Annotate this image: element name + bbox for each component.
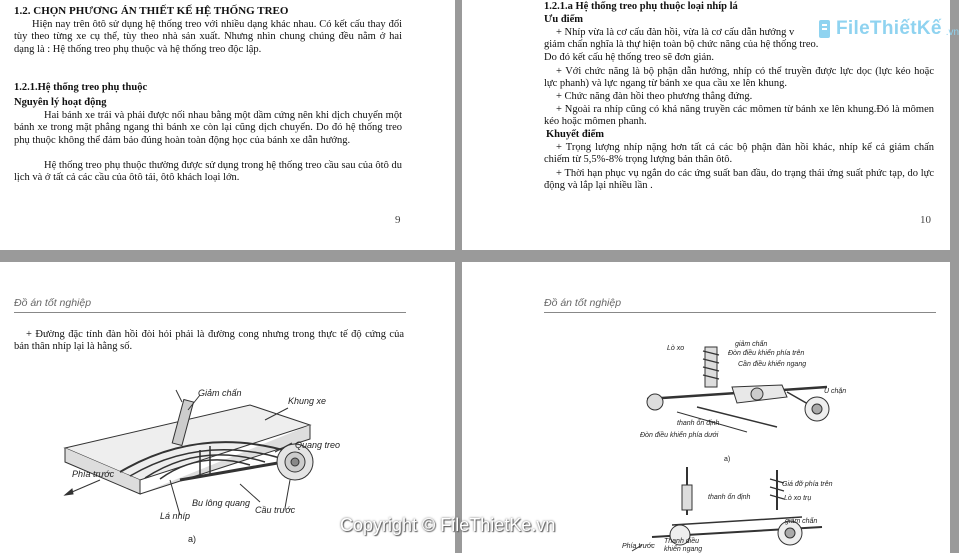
intro-paragraph: Hiện nay trên ôtô sử dụng hệ thống treo với nhiều dạng khác nhau. Có kết cấu thay đổi tùy theo từng xe cụ thể, tùy theo nhà sản xuất. Nhưng nhìn chung chúng đều nằm ở hai dạng là : Hệ thống treo phụ thuộc và hệ thống treo độc lập. — [14, 19, 402, 55]
label-frame: Khung xe — [288, 396, 327, 406]
label-upper-arm: Đòn điều khiển phía trên — [728, 350, 805, 357]
label-u-bolt: Bu lông quang — [192, 498, 251, 508]
advantage-3: + Với chức năng là bộ phận dẫn hướng, nhíp có thể truyền được lực dọc (lực kéo hoặc lực phanh) và lực ngang từ bánh xe qua cầu xe lên khung. — [544, 66, 934, 90]
site-logo[interactable] — [818, 18, 959, 40]
page-12 — [462, 262, 950, 553]
page-number: 9 — [395, 214, 401, 226]
figure-caption: a) — [188, 534, 197, 544]
logo-icon — [818, 18, 832, 40]
logo-suffix: .vn — [945, 27, 959, 38]
page-number: 10 — [920, 214, 931, 226]
label-spring-a: Lò xo — [667, 345, 685, 352]
label-upper-mount: Giá đỡ phía trên — [782, 481, 833, 488]
characteristic-paragraph: + Đường đặc tính đàn hồi đòi hỏi phải là đường cong nhưng trong thực tế độ cứng của bản thân nhíp lại là hằng số. — [14, 329, 404, 353]
usage-paragraph: Hệ thống treo phụ thuộc thường được sử dụng trong hệ thống treo cầu sau của ôtô du lịch và ở tất cả các cầu của ôtô tải, ôtô khách loại lớn. — [14, 160, 402, 184]
advantage-2: Do đó kết cấu hệ thống treo sẽ đơn giản. — [544, 52, 715, 63]
figure-caption-a: a) — [724, 456, 731, 463]
header-rule — [544, 312, 936, 313]
page-header: Đồ án tốt nghiệp — [14, 297, 92, 309]
label-leaf: Lá nhíp — [160, 511, 191, 521]
label-shock-a: giảm chấn — [735, 341, 768, 348]
label-lower-arm: Đòn điều khiển phía dưới — [640, 432, 719, 439]
subsection-heading: 1.2.1.Hệ thống treo phụ thuộc — [14, 82, 148, 93]
label-stabilizer-b: thanh ổn định — [708, 494, 751, 501]
principle-paragraph: Hai bánh xe trái và phải được nối nhau bằng một dầm cứng nên khi dịch chuyển một bánh xe trong mặt phẳng ngang thì bánh xe còn lại cũng dịch chuyển. Do đó hệ thống treo phụ thuộc không thể đảm bảo đúng hoàn toàn động học của bánh xe dẫn hướng. — [14, 110, 402, 146]
logo-text: FileThiếtKế — [836, 18, 942, 39]
header-rule — [14, 312, 406, 313]
label-u-stop: U chặn — [824, 388, 847, 395]
page-header: Đồ án tốt nghiệp — [544, 297, 622, 309]
disadvantage-1: + Trọng lượng nhíp nặng hơn tất cả các bộ phận đàn hồi khác, nhíp kể cả giảm chấn chiếm từ 5,5%-8% trọng lượng bản thân ôtô. — [544, 142, 934, 166]
advantage-1: + Nhíp vừa là cơ cấu đàn hồi, vừa là cơ cấu dẫn hướng v — [556, 27, 795, 38]
advantage-1-cont: giảm chấn nghĩa là thự hiện toàn bộ chức năng của hệ thống treo. — [544, 39, 819, 50]
section-heading: 1.2.1.a Hệ thống treo phụ thuộc loại nhíp lá — [544, 1, 738, 12]
page-11 — [0, 262, 455, 553]
section-heading: 1.2. CHỌN PHƯƠNG ÁN THIẾT KẾ HỆ THỐNG TREO — [14, 5, 289, 17]
label-shock-absorber: Giảm chấn — [198, 388, 242, 398]
label-front-axle: Cầu trước — [255, 505, 296, 515]
label-lateral-rod-b2: khiển ngang — [664, 546, 703, 553]
advantage-5: + Ngoài ra nhíp cũng có khả năng truyền các mômen từ bánh xe lên khung.Đó là mômen kéo hoặc mômen phanh. — [544, 104, 934, 128]
label-lateral-rod-b1: Thanh điều — [664, 538, 700, 545]
copyright-watermark: Copyright © FileThietKe.vn — [340, 515, 556, 535]
label-shock-b: giảm chấn — [785, 518, 818, 525]
disadvantage-2: + Thời hạn phục vụ ngắn do các ứng suất ban đầu, do trạng thái ứng suất phức tạp, do lực động và lắp lại nhiều lần . — [544, 168, 934, 192]
label-coil-spring: Lò xo trụ — [784, 495, 812, 502]
page-9 — [0, 0, 455, 250]
advantages-title: Ưu điểm — [544, 14, 583, 25]
advantage-4: + Chức năng đàn hồi theo phương thẳng đứng. — [556, 91, 753, 102]
label-lateral-rod: Cần điều khiển ngang — [738, 361, 807, 368]
label-stabilizer-a: thanh ổn định — [677, 420, 720, 427]
label-front-b: Phía trước — [622, 543, 655, 550]
disadvantages-title: Khuyết điểm — [546, 129, 605, 140]
label-shackle: Quang treo — [295, 440, 341, 450]
label-front: Phía trước — [72, 469, 115, 479]
principle-title: Nguyên lý hoạt động — [14, 97, 107, 108]
